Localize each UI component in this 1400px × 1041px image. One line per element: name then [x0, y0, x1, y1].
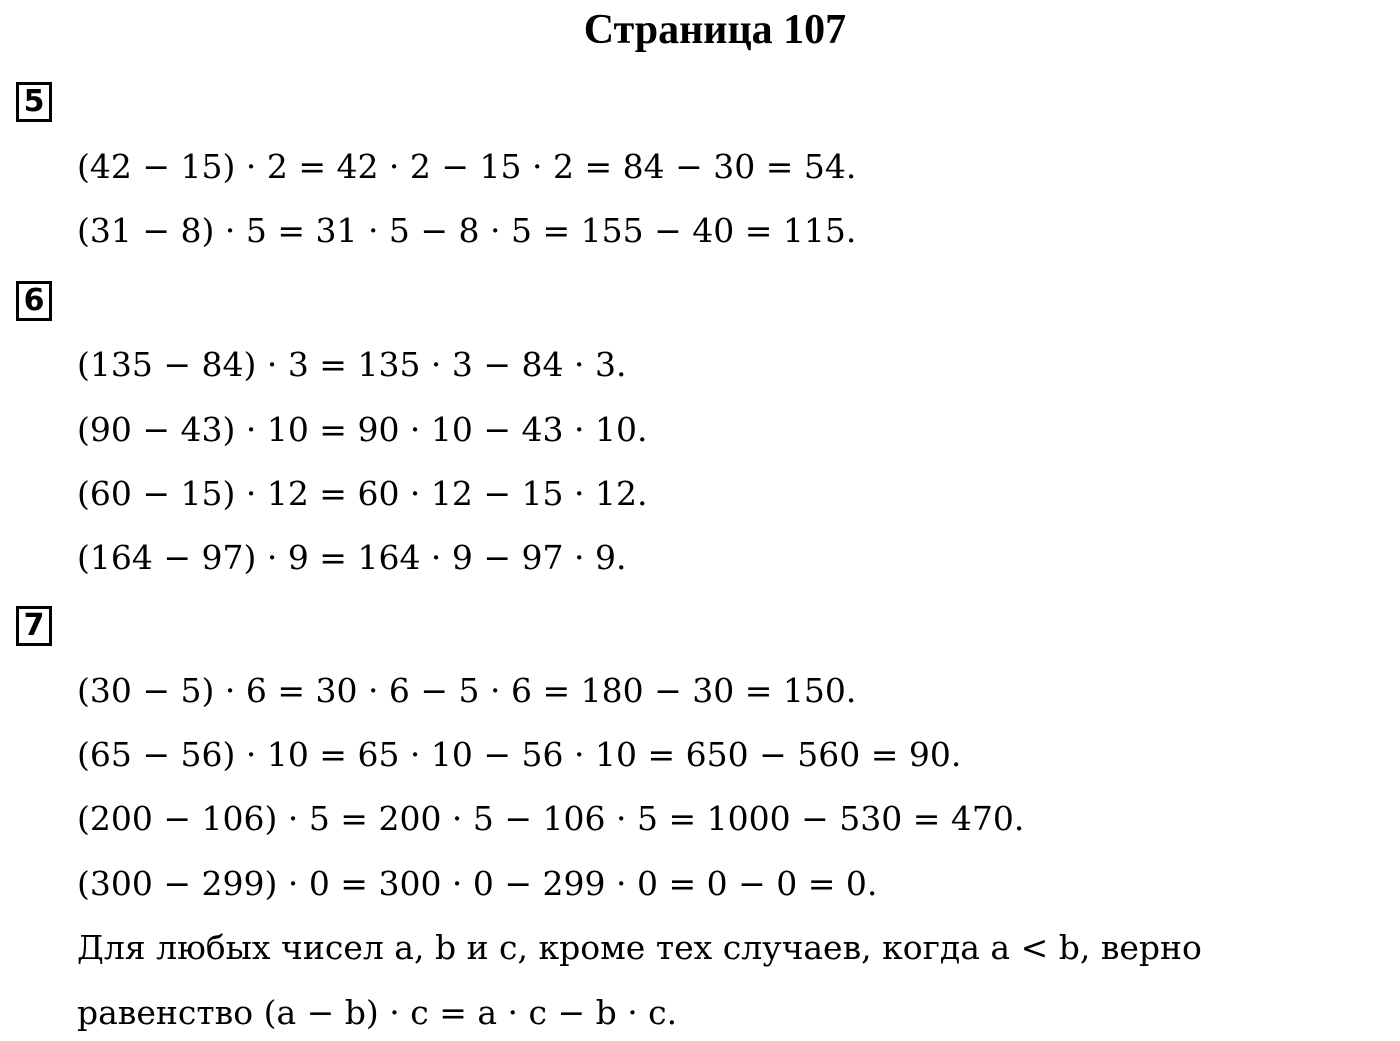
- task-6-line-1: (135 − 84) · 3 = 135 · 3 − 84 · 3.: [77, 345, 627, 384]
- task-number-5: 5: [16, 82, 52, 122]
- task-7-line-3: (200 − 106) · 5 = 200 · 5 − 106 · 5 = 1000 − 530 = 470.: [77, 799, 1025, 838]
- task-6-line-4: (164 − 97) · 9 = 164 · 9 − 97 · 9.: [77, 538, 627, 577]
- task-5-line-1: (42 − 15) · 2 = 42 · 2 − 15 · 2 = 84 − 30 = 54.: [77, 147, 857, 186]
- task-7-line-2: (65 − 56) · 10 = 65 · 10 − 56 · 10 = 650 − 560 = 90.: [77, 735, 962, 774]
- task-5-line-2: (31 − 8) · 5 = 31 · 5 − 8 · 5 = 155 − 40 = 115.: [77, 211, 857, 250]
- task-7-conclusion-line-2: равенство (a − b) · c = a · c − b · c.: [77, 993, 678, 1032]
- task-7-conclusion-line-1: Для любых чисел a, b и c, кроме тех случаев, когда a < b, верно: [77, 928, 1202, 967]
- task-6-line-2: (90 − 43) · 10 = 90 · 10 − 43 · 10.: [77, 410, 648, 449]
- task-7-line-1: (30 − 5) · 6 = 30 · 6 − 5 · 6 = 180 − 30 = 150.: [77, 671, 857, 710]
- task-7-line-4: (300 − 299) · 0 = 300 · 0 − 299 · 0 = 0 − 0 = 0.: [77, 864, 878, 903]
- task-6-line-3: (60 − 15) · 12 = 60 · 12 − 15 · 12.: [77, 474, 648, 513]
- task-number-6: 6: [16, 281, 52, 321]
- task-number-7: 7: [16, 606, 52, 646]
- page-title: Страница 107: [583, 7, 847, 53]
